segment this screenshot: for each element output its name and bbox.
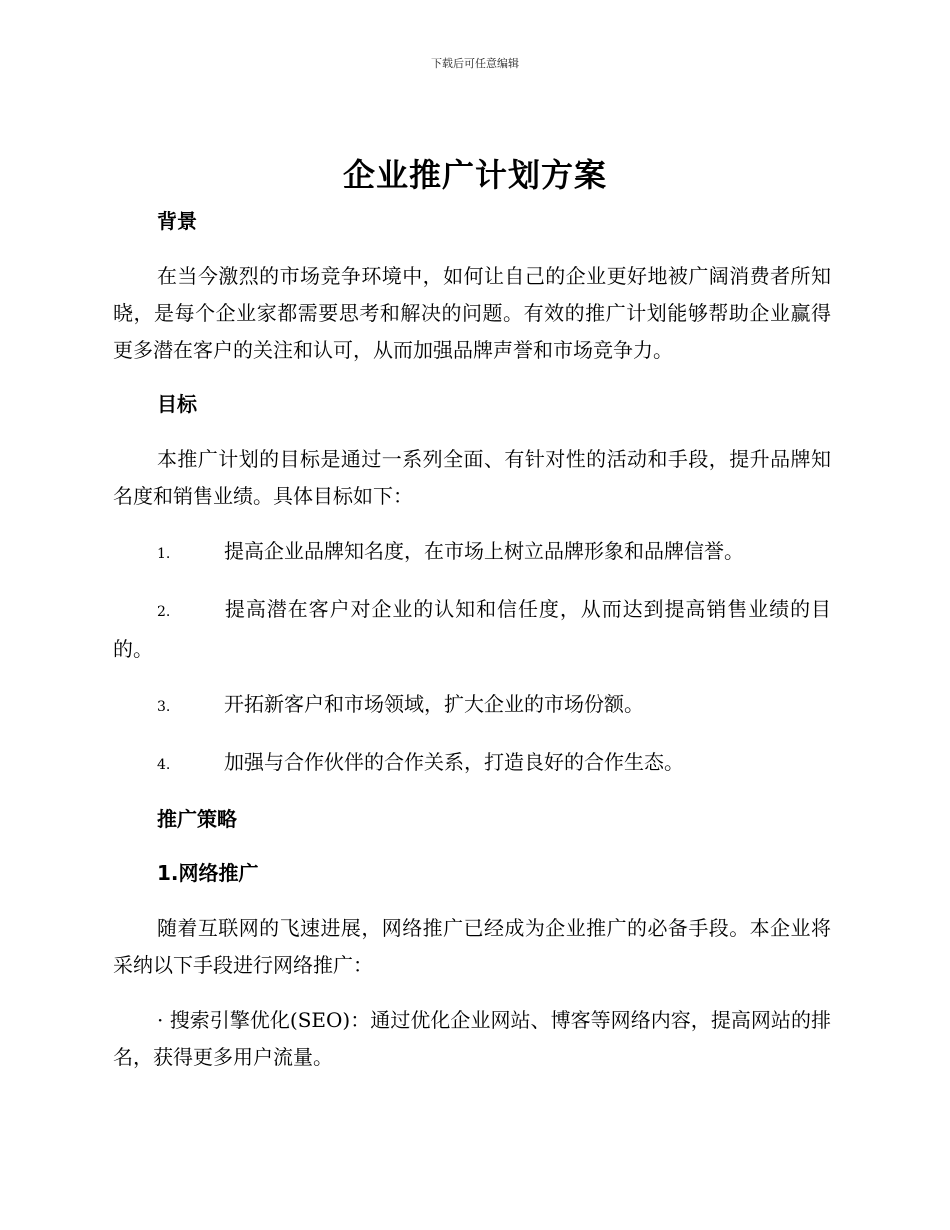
list-item — [113, 686, 831, 726]
list-item — [113, 591, 831, 668]
sub-heading-web-promotion: 1.网络推广 — [157, 861, 259, 885]
background-paragraph: 在当今激烈的市场竞争环境中，如何让自己的企业更好地被广阔消费者所知晓，是每个企业家都需要思考和解决的问题。有效的推广计划能够帮助企业赢得更多潜在客户的关注和认可，从而加强品牌声誉和市场竞争力。 — [113, 264, 831, 362]
section-heading-strategy: 推广策略 — [157, 807, 237, 831]
list-item-text: 提高企业品牌知名度，在市场上树立品牌形象和品牌信誉。 — [224, 539, 744, 563]
list-number: 1. — [157, 546, 171, 562]
section-heading-background: 背景 — [157, 209, 197, 233]
strategy-paragraph: 随着互联网的飞速进展，网络推广已经成为企业推广的必备手段。本企业将采纳以下手段进行网络推广： — [113, 916, 831, 977]
header-note: 下载后可任意编辑 — [431, 57, 519, 70]
document-title: 企业推广计划方案 — [342, 156, 607, 194]
list-number: 4. — [157, 757, 171, 773]
list-item-text: 提高潜在客户对企业的认知和信任度，从而达到提高销售业绩的目的。 — [113, 597, 831, 661]
goals-paragraph: 本推广计划的目标是通过一系列全面、有针对性的活动和手段，提升品牌知名度和销售业绩。具体目标如下： — [113, 447, 831, 508]
list-item — [113, 533, 831, 573]
seo-bullet: · 搜索引擎优化(SEO)：通过优化企业网站、博客等网络内容，提高网站的排名，获得更多用户流量。 — [113, 1008, 831, 1069]
list-number: 3. — [157, 699, 171, 715]
list-item — [113, 744, 831, 784]
list-number: 2. — [157, 604, 171, 620]
list-item-text: 加强与合作伙伴的合作关系，打造良好的合作生态。 — [224, 750, 684, 774]
list-item-text: 开拓新客户和市场领域，扩大企业的市场份额。 — [224, 692, 644, 716]
section-heading-goals: 目标 — [157, 392, 197, 416]
document-body — [113, 204, 831, 1076]
